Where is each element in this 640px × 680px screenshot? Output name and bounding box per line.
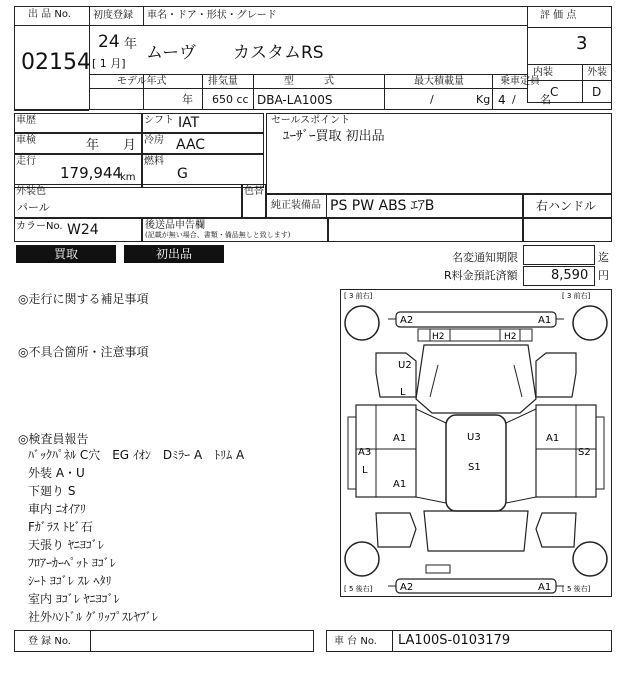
badge-buyback: 買取 [16, 245, 116, 263]
defect-note-heading: ◎不具合箇所・注意事項 [18, 345, 149, 359]
sales-point-label: セールスポイント [271, 115, 351, 126]
reg-no-label: 登 録 No. [28, 636, 71, 647]
exterior-grade: D [592, 85, 602, 99]
first-reg-year-unit: 年 [124, 37, 138, 52]
recycle-unit: 円 [598, 269, 609, 282]
grille [450, 329, 500, 341]
wheel-front-left [345, 306, 379, 340]
inspector-line: ｼｰﾄ ﾖｺﾞﾚ ｽﾚ ﾍﾀﾘ [28, 574, 112, 588]
history-label: 車歴 [16, 115, 36, 126]
sales-point-value: ﾕｰｻﾞｰ買取 初出品 [283, 129, 385, 144]
mark-front-left-fender: L [400, 387, 406, 398]
model-year-label: モデル年式 [117, 76, 167, 87]
inspector-line: 車内 ﾆｵｲｱﾘ [28, 502, 86, 516]
inspector-line: ﾊﾞｯｸﾊﾟﾈﾙ C穴 EG ｲｵﾝ Dﾐﾗｰ A ﾄﾘﾑ A [28, 448, 245, 462]
wheel-rear-right [573, 542, 607, 576]
shaken-label: 車検 [16, 135, 36, 146]
mileage-value: 179,944 [60, 164, 123, 182]
diagram-tag-top-right: [ 3 前右] [562, 292, 591, 300]
fuel-value: G [177, 166, 188, 182]
inspector-line: 外装 A・U [28, 466, 85, 480]
equip-value: PS PW ABS ｴｱB [330, 198, 435, 214]
first-reg-year: 24 [98, 32, 120, 52]
max-load-unit: Kg [476, 93, 491, 106]
mark-front-bumper-right: A1 [538, 315, 552, 326]
recycle-amount: 8,590 [551, 268, 589, 283]
model-code-label: 型 式 [284, 76, 334, 87]
diagram-tag-bottom-right: [ 5 後右] [562, 585, 591, 593]
max-load-label: 最大積載量 [414, 76, 464, 87]
color-value: パール [17, 201, 50, 214]
displacement-label: 排気量 [208, 76, 238, 87]
shift-value: IAT [178, 115, 200, 131]
front-bumper [396, 312, 556, 327]
capacity-slash: / [512, 93, 516, 106]
capacity: 4 [498, 93, 506, 107]
rear-plate [426, 565, 450, 573]
equip-label: 純正装備品 [271, 200, 321, 211]
left-sill [348, 417, 356, 489]
score-value: 3 [576, 33, 588, 54]
model-year-unit: 年 [182, 93, 193, 106]
deadline-label: 名変通知期限 [452, 251, 518, 264]
recycle-label: R料金預託済額 [444, 269, 518, 282]
inspector-line: 下廻り S [28, 484, 76, 498]
lot-no-label: 出 品 No. [28, 9, 71, 20]
capacity-unit: 名 [540, 93, 551, 106]
lot-no: 02154 [21, 50, 91, 75]
later-note: (記載が無い場合、書類・備品無しと致します) [145, 231, 291, 239]
mark-roof-front: U3 [467, 432, 481, 443]
inspector-line: 天張り ﾔﾆﾖｺﾞﾚ [28, 538, 104, 552]
badge-first-listing: 初出品 [124, 245, 224, 263]
car-name: ムーヴ [146, 43, 197, 63]
mark-headlight-left: H2 [432, 332, 445, 342]
car-grade: カスタムRS [233, 43, 324, 63]
later-box-extra-2 [523, 218, 612, 242]
mark-right-side: S2 [578, 447, 591, 458]
mark-right-front-door: A1 [546, 433, 560, 444]
diagram-tag-top-left: [ 3 前右] [344, 292, 373, 300]
recolor-label: 色替 [244, 186, 264, 197]
first-reg-label: 初度登録 [93, 10, 133, 21]
front-right-fender [536, 353, 576, 397]
capacity-label: 乗車定員 [500, 76, 540, 87]
inspector-line: ﾌﾛｱｰｶｰﾍﾟｯﾄ ﾖｺﾞﾚ [28, 556, 116, 570]
mark-left-rear-door: A1 [393, 479, 407, 490]
mark-headlight-right: H2 [504, 332, 517, 342]
exterior-label: 外装 [587, 67, 607, 78]
color-no-value: W24 [67, 222, 99, 238]
color-no-label: カラーNo. [16, 221, 63, 232]
deadline-unit: 迄 [598, 251, 609, 264]
mark-rear-bumper-left: A2 [400, 582, 414, 593]
inspector-line: 社外ﾊﾝﾄﾞﾙ ｸﾞﾘｯﾌﾟｽﾚﾔﾌﾞﾚ [28, 610, 158, 624]
mark-front-bumper-left: A2 [400, 315, 414, 326]
mileage-unit: km [120, 172, 136, 183]
fuel-label: 燃料 [144, 156, 164, 167]
wheel-front-right [573, 306, 607, 340]
mileage-label: 走行 [16, 156, 36, 167]
chassis-label: 車 台 No. [334, 636, 377, 647]
mark-left-front-door: A1 [393, 433, 407, 444]
mark-left-sill: L [362, 465, 368, 476]
interior-grade: C [550, 85, 559, 99]
mark-roof-center: S1 [468, 462, 481, 473]
deadline-box [523, 245, 595, 265]
max-load-slash: / [430, 93, 434, 106]
car-damage-diagram [340, 289, 612, 597]
model-code: DBA-LA100S [257, 93, 333, 107]
inspector-line: 室内 ﾖｺﾞﾚ ﾔﾆﾖｺﾞﾚ [28, 592, 120, 606]
displacement: 650 cc [212, 93, 249, 106]
mark-rear-bumper-right: A1 [538, 582, 552, 593]
later-label: 後送品申告欄 [145, 220, 205, 231]
shaken-month-unit: 月 [123, 138, 137, 153]
inspector-report-heading: ◎検査員報告 [18, 432, 89, 446]
right-sill [596, 417, 604, 489]
mark-left-side: A3 [358, 447, 372, 458]
handle-value: 右ハンドル [536, 199, 597, 213]
rear-bumper [396, 579, 556, 593]
rear-right-quarter [536, 513, 576, 547]
diagram-tag-bottom-left: [ 5 後右] [344, 585, 373, 593]
chassis-no: LA100S-0103179 [398, 633, 511, 648]
rear-left-quarter [376, 513, 416, 547]
score-label: 評 価 点 [540, 10, 577, 21]
color-label: 外装色 [16, 186, 46, 197]
car-name-label: 車名・ドア・形状・グレード [147, 10, 277, 21]
shift-label: シフト [144, 115, 174, 126]
later-box-extra [328, 218, 523, 242]
shaken-year-unit: 年 [86, 138, 100, 153]
interior-label: 内装 [533, 67, 553, 78]
mark-hood: U2 [398, 360, 412, 371]
ac-value: AAC [176, 137, 206, 153]
ac-label: 冷房 [144, 135, 164, 146]
tailgate [424, 511, 528, 551]
first-reg-month: [ 1 月] [92, 57, 126, 70]
inspector-line: Fｶﾞﾗｽ ﾄﾋﾞ石 [28, 520, 93, 534]
wheel-rear-left [345, 542, 379, 576]
driving-note-heading: ◎走行に関する補足事項 [18, 292, 149, 306]
